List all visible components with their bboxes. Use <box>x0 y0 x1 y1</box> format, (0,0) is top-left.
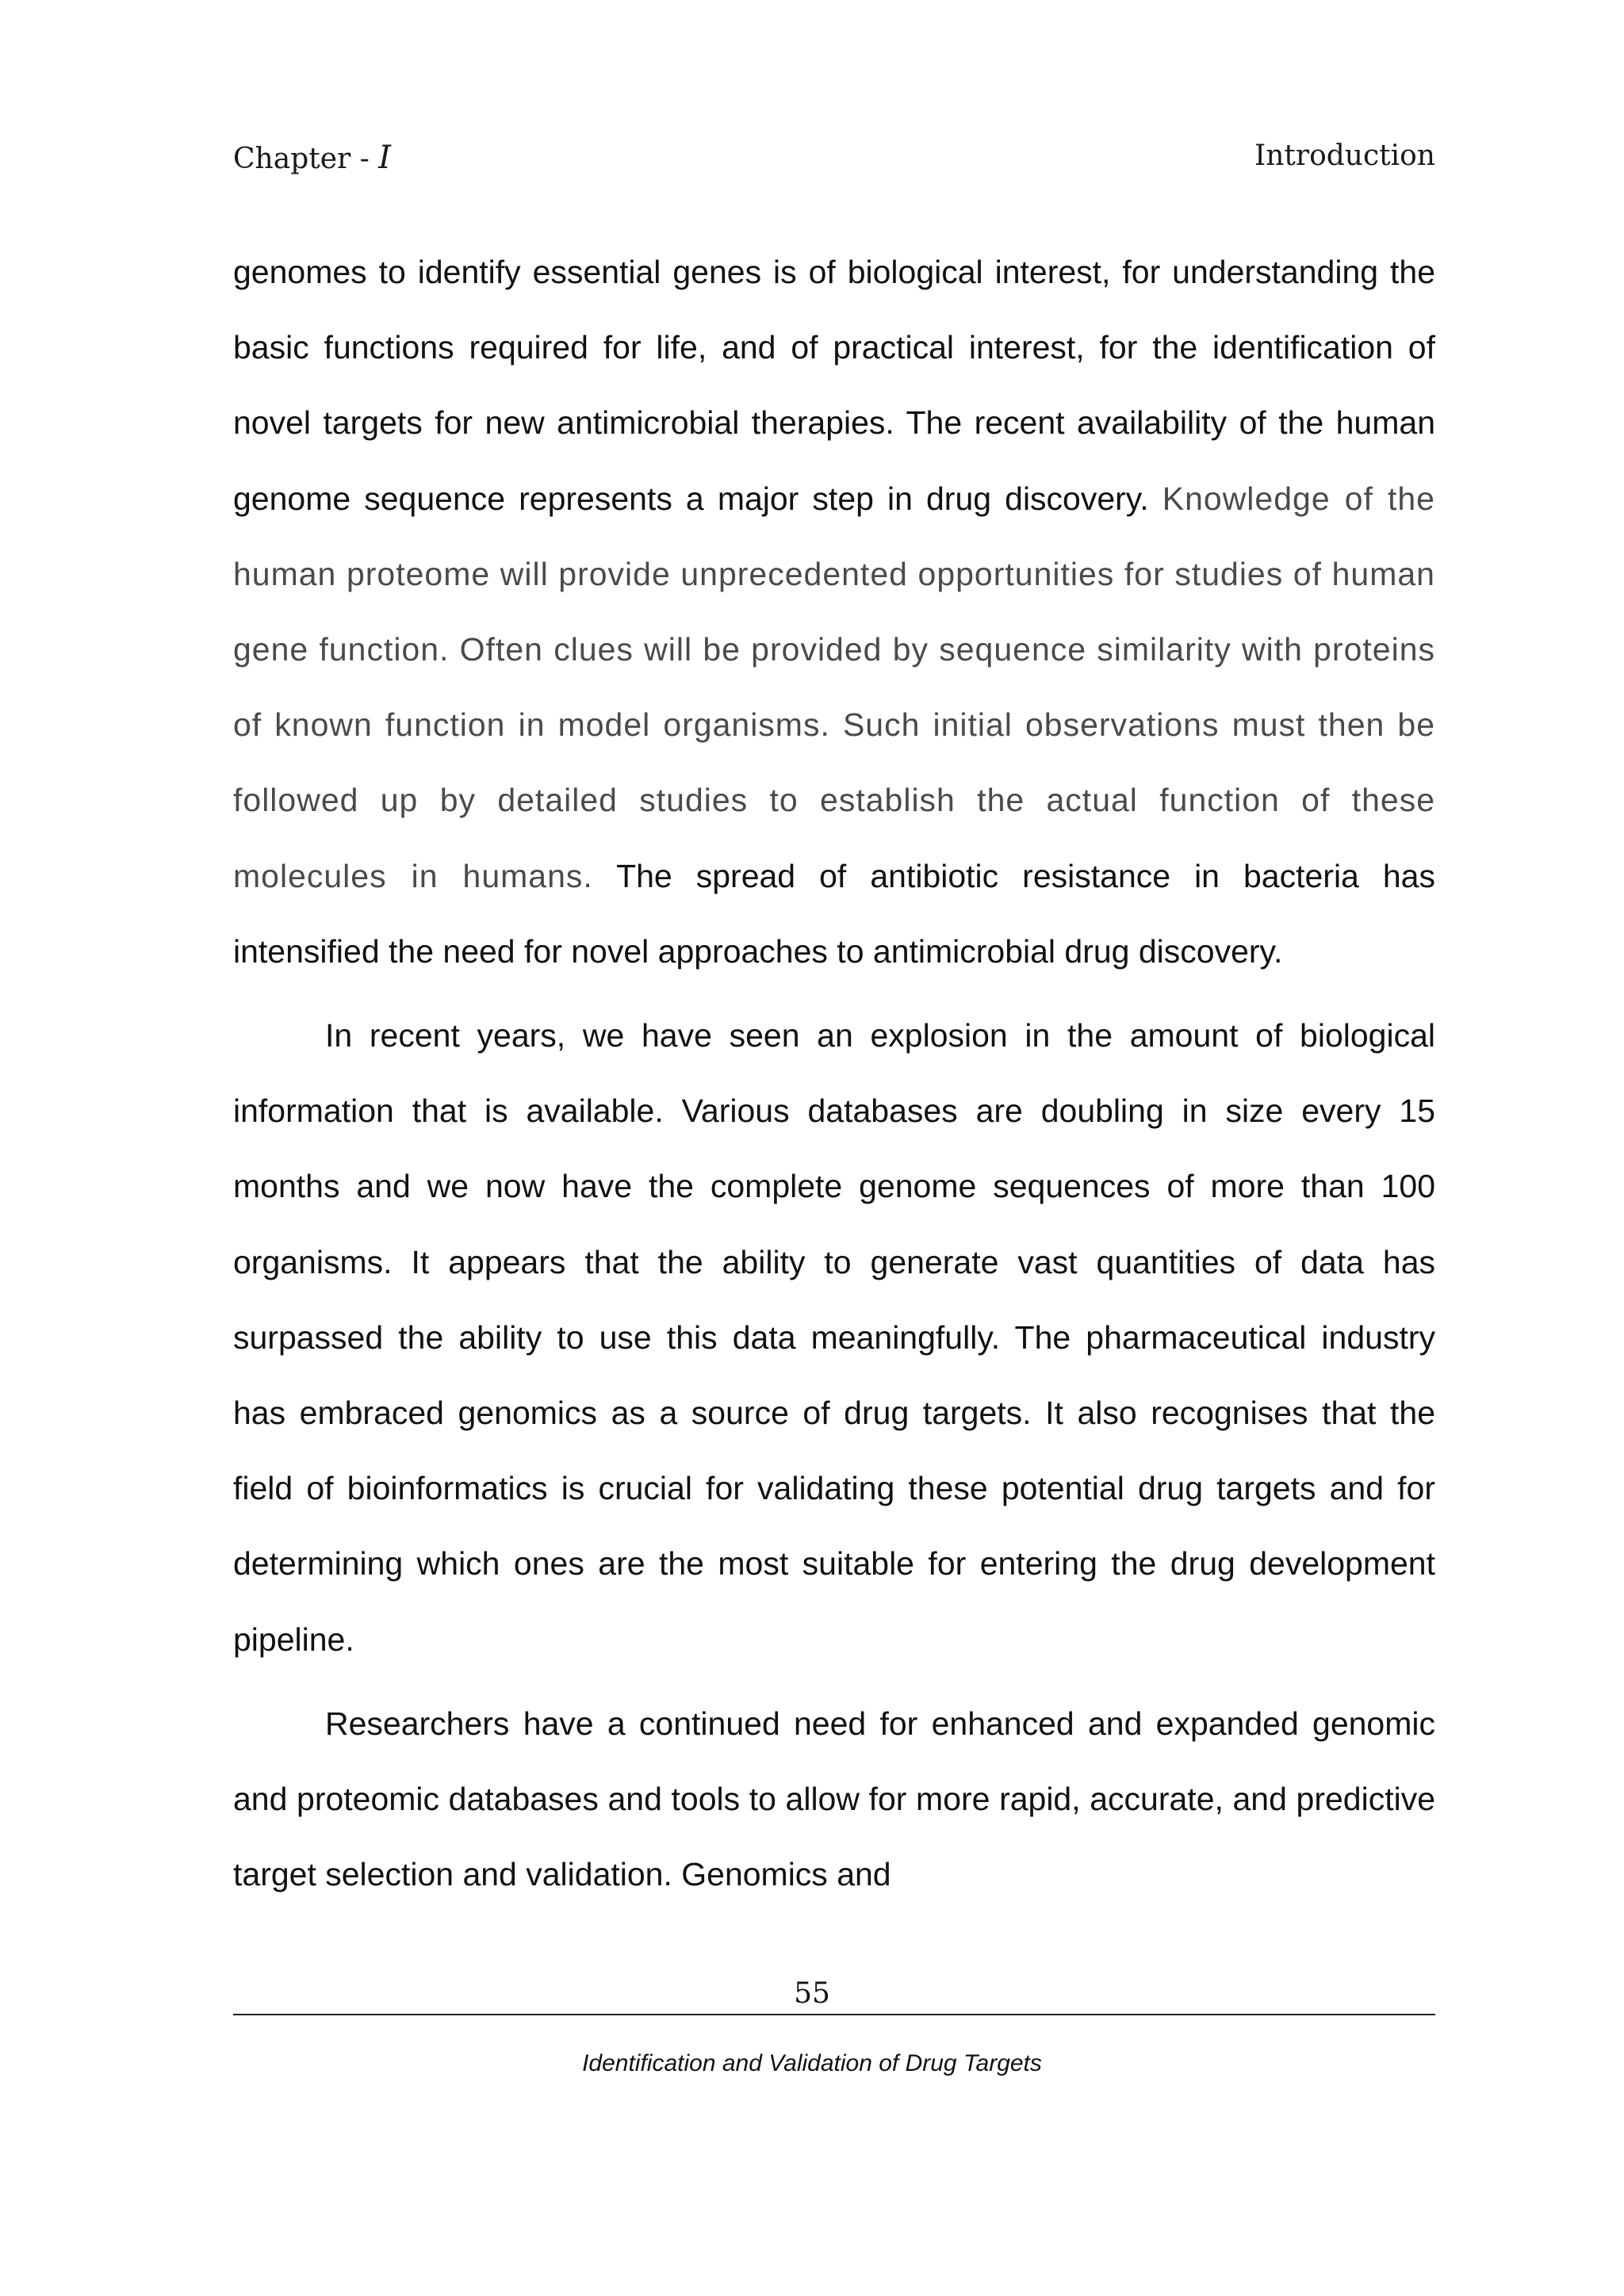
chapter-label-text: Chapter - <box>233 143 379 175</box>
running-footer: Identification and Validation of Drug Targets <box>582 2050 1042 2076</box>
paragraph-1 <box>233 235 1435 989</box>
chapter-label <box>233 140 391 176</box>
paragraph-3: Researchers have a continued need for enhanced and expanded genomic and proteomic databases and tools to allow for more rapid, accurate, and predictive target selection and validation. Genomics and <box>233 1705 1435 1893</box>
page-number: 55 <box>794 1977 830 2010</box>
footer-divider <box>233 2014 1435 2015</box>
body-text <box>233 235 1435 1912</box>
paragraph-1-part-2: Knowledge of the human proteome will provide unprecedented opportunities for studies of human gene function. Often clues will be provided by sequence similarity with proteins of known function in model organisms. Such initial observations must then be followed up by detailed studies to establish the actual function of these molecules in humans. <box>233 480 1435 894</box>
running-header <box>233 140 1435 181</box>
chapter-number: I <box>378 140 392 176</box>
paragraph-1-part-1: genomes to identify essential genes is of biological interest, for understanding the basic functions required for life, and of practical interest, for the identification of novel targets for new antimicrobial therapies. The recent availability of the human genome sequence represents a major step in drug discovery. <box>233 254 1435 517</box>
section-title: Introduction <box>1254 140 1435 172</box>
paragraph-2: In recent years, we have seen an explosion in the amount of biological information that is available. Various databases are doubling in size every 15 months and we now have the complete genome sequences of more than 100 organisms. It appears that the ability to generate vast quantities of data has surpassed the ability to use this data meaningfully. The pharmaceutical industry has embraced genomics as a source of drug targets. It also recognises that the field of bioinformatics is crucial for validating these potential drug targets and for determining which ones are the most suitable for entering the drug development pipeline. <box>233 1017 1435 1658</box>
paragraph-1-part-3: The spread of antibiotic resistance in bacteria has intensified the need for novel approaches to antimicrobial drug discovery. <box>233 857 1435 970</box>
